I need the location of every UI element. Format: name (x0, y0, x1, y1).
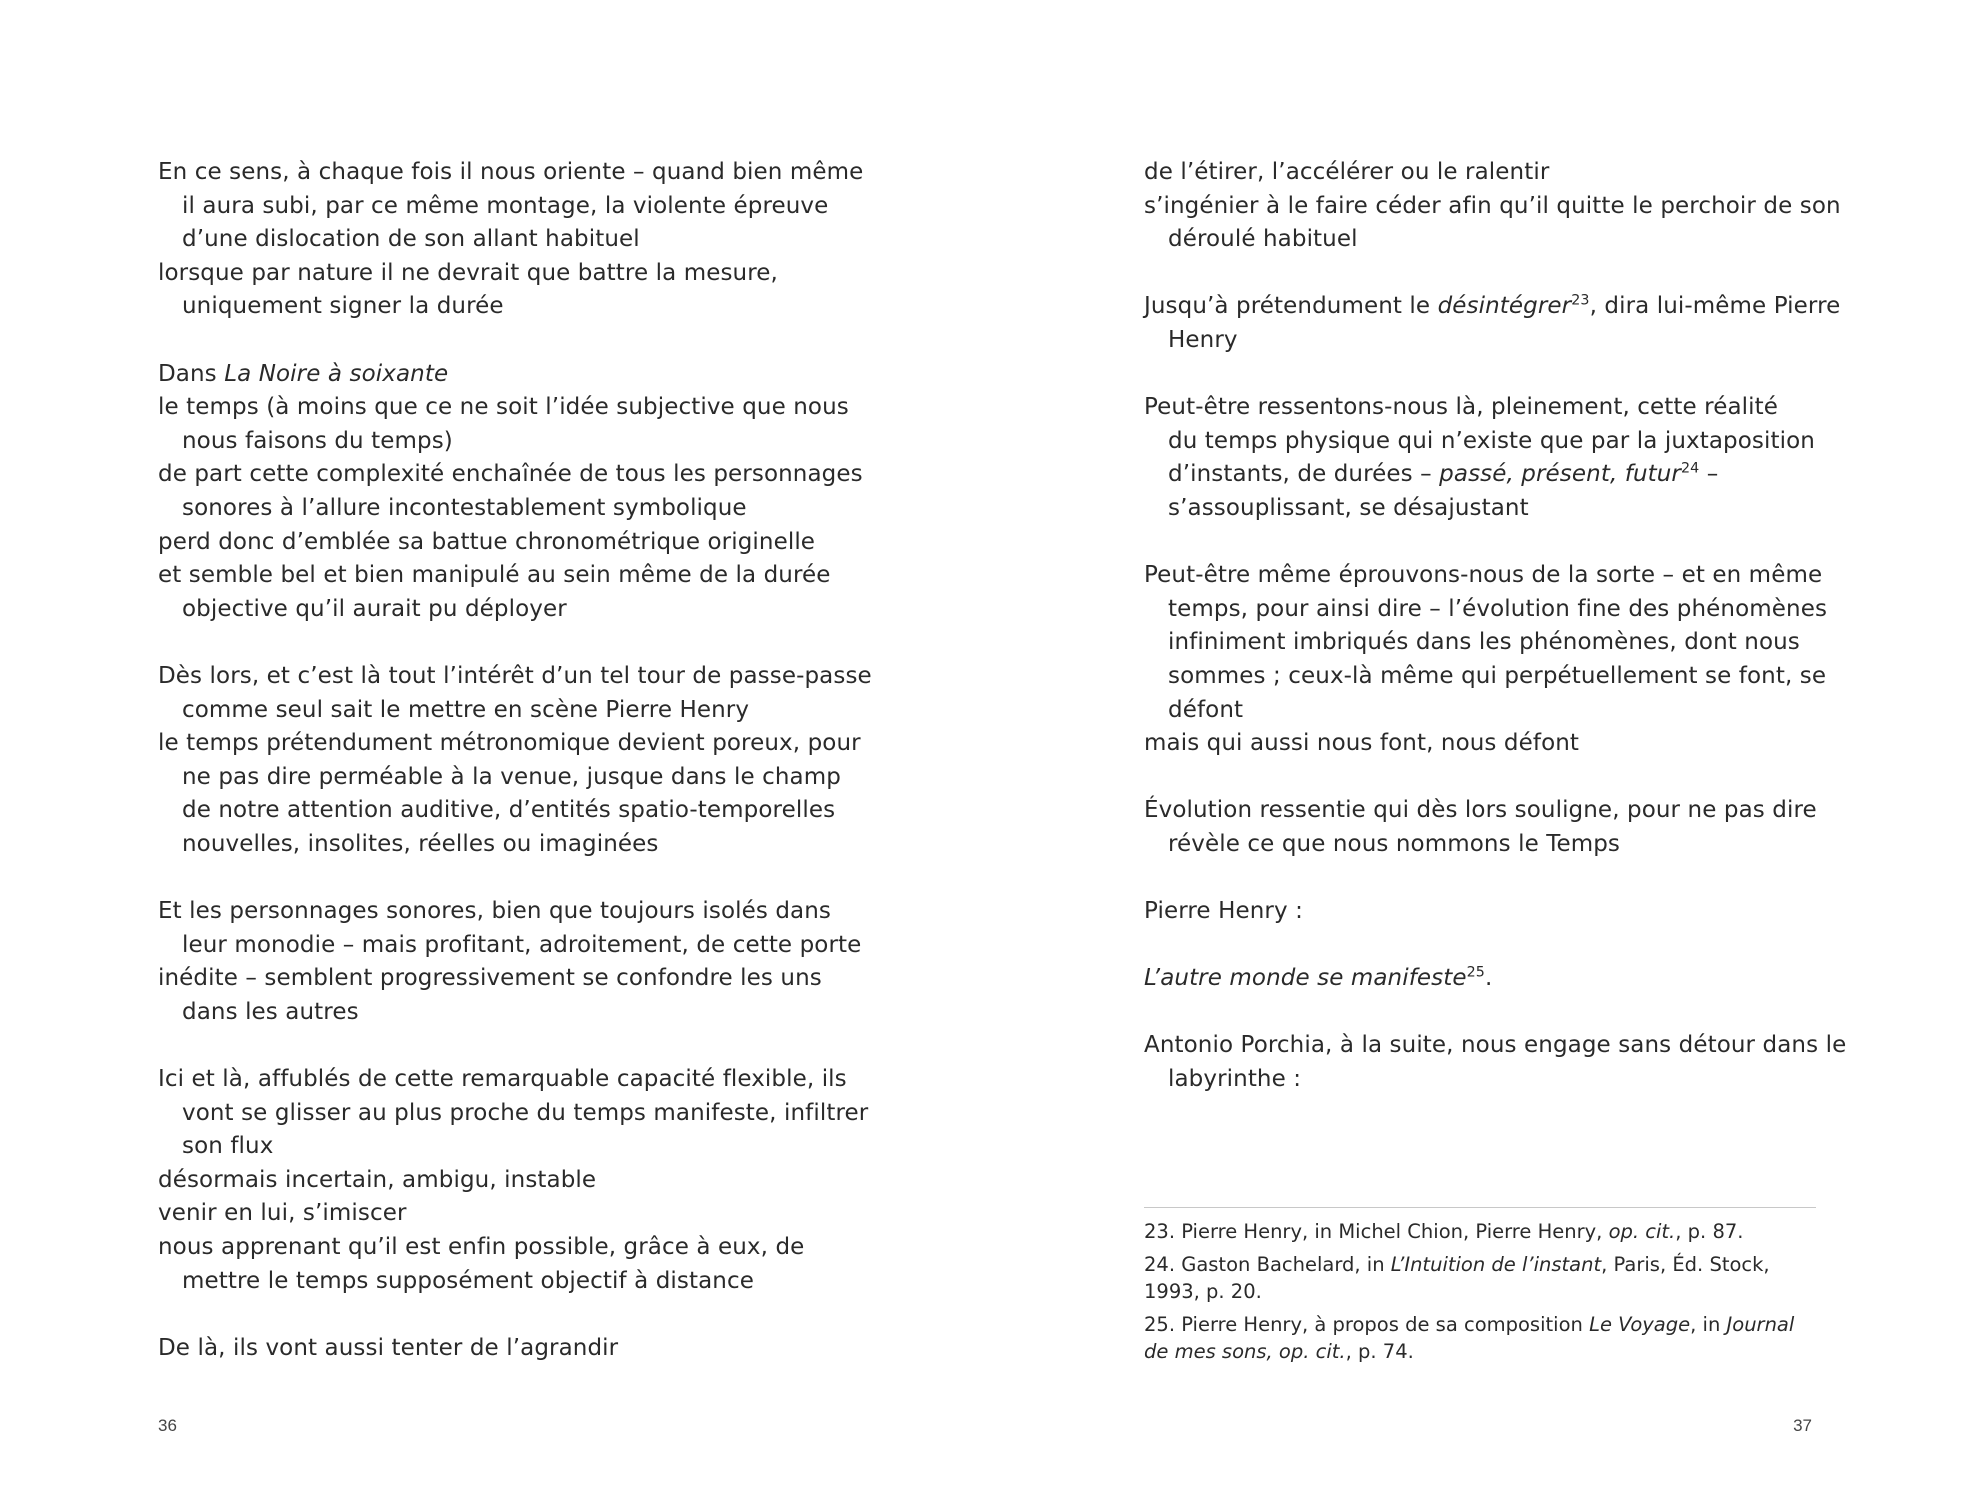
work-title: La Noire à soixante (224, 360, 449, 387)
footnote-text: , Paris, Éd. Stock, 1993, p. 20. (1144, 1253, 1770, 1303)
verse-line: Ici et là, affublés de cette remarquable capacité flexible, ils (158, 1066, 847, 1093)
verse-line: Évolution ressentie qui dès lors souligne, pour ne pas dire (1144, 797, 1817, 824)
left-page-text (158, 156, 872, 1365)
stanza (158, 1332, 858, 1366)
stanza (1144, 290, 1841, 357)
verse-line (1144, 290, 1841, 324)
stanza (158, 895, 862, 1029)
verse-line: il aura subi, par ce même montage, la violente épreuve (182, 192, 829, 219)
verse-text: d’instants, de durées – (1168, 461, 1440, 488)
footnote-ref: 23 (1571, 292, 1590, 309)
verse-line: révèle ce que nous nommons le Temps (1168, 830, 1621, 857)
verse-line: s’assouplissant, se désajustant (1168, 494, 1529, 521)
verse-line: labyrinthe : (1168, 1066, 1302, 1093)
verse-line: Henry (1168, 326, 1238, 353)
verse-text: Jusqu’à prétendument le (1144, 293, 1438, 320)
verse-line: objective qu’il aurait pu déployer (182, 595, 567, 622)
footnote-24 (1144, 1251, 1816, 1305)
footnote-italic: L’Intuition de l’instant (1390, 1253, 1602, 1276)
verse-line: dans les autres (182, 998, 359, 1025)
verse-line: défont (1168, 696, 1244, 723)
footnote-text: 23. Pierre Henry, in Michel Chion, Pierre Henry, (1144, 1220, 1609, 1243)
verse-line: nous apprenant qu’il est enfin possible, grâce à eux, de (158, 1234, 805, 1260)
stanza (1144, 156, 1841, 257)
footnote-ref: 25 (1466, 964, 1485, 981)
stanza (1144, 391, 1834, 525)
quotation: L’autre monde se manifeste (1144, 965, 1467, 992)
verse-line: Peut-être même éprouvons-nous de la sorte – et en même (1144, 562, 1823, 589)
verse-line: nouvelles, insolites, réelles ou imaginées (182, 830, 659, 857)
verse-line: mettre le temps supposément objectif à distance (182, 1267, 754, 1294)
verse-line: sommes ; ceux-là même qui perpétuellement se font, se (1168, 662, 1827, 689)
verse-line: infiniment imbriqués dans les phénomènes, dont nous (1168, 629, 1800, 656)
verse-line: comme seul sait le mettre en scène Pierre Henry (182, 696, 750, 723)
stanza (158, 358, 863, 627)
verse-line (158, 358, 858, 392)
verse-line: du temps physique qui n’existe que par la juxtaposition (1168, 427, 1815, 454)
verse-line: de part cette complexité enchaînée de tous les personnages (158, 461, 863, 488)
verse-line: lorsque par nature il ne devrait que battre la mesure, (158, 259, 778, 286)
verse-line: mais qui aussi nous font, nous défont (1144, 730, 1580, 757)
verse-line: De là, ils vont aussi tenter de l’agrandir (158, 1334, 619, 1361)
footnote-text: 24. Gaston Bachelard, in (1144, 1253, 1391, 1276)
verse-line: Peut-être ressentons-nous là, pleinement, cette réalité (1144, 394, 1779, 421)
footnote-ref: 24 (1681, 460, 1700, 477)
verse-line: Et les personnages sonores, bien que toujours isolés dans (158, 898, 832, 925)
footnote-italic: op. cit. (1608, 1220, 1676, 1243)
footnote-23 (1144, 1218, 1816, 1245)
right-page-text (1144, 156, 1847, 1097)
quoted-phrase: passé, présent, futur (1439, 461, 1681, 488)
verse-line: Dès lors, et c’est là tout l’intérêt d’un tel tour de passe-passe (158, 662, 872, 689)
footnote-italic: Journal de mes sons, op. cit. (1144, 1313, 1795, 1363)
verse-line: leur monodie – mais profitant, adroitement, de cette porte (182, 931, 862, 958)
verse-line: d’une dislocation de son allant habituel (182, 226, 640, 253)
verse-line: le temps prétendument métronomique devient poreux, pour (158, 730, 861, 757)
verse-line: vont se glisser au plus proche du temps manifeste, infiltrer (182, 1099, 869, 1126)
right-page (984, 0, 1968, 1496)
quoted-word: désintégrer (1437, 293, 1572, 320)
verse-line: venir en lui, s’imiscer (158, 1200, 407, 1227)
verse-line: En ce sens, à chaque fois il nous oriente – quand bien même (158, 159, 864, 185)
verse-line: son flux (182, 1133, 274, 1160)
page-number: 36 (158, 1416, 177, 1435)
stanza (1144, 559, 1834, 761)
verse-line: nous faisons du temps) (182, 427, 453, 454)
footnotes (1144, 1207, 1816, 1371)
stanza (1144, 1029, 1847, 1096)
verse-text: – (1699, 461, 1719, 488)
stanza (1144, 895, 1834, 929)
verse-line: le temps (à moins que ce ne soit l’idée subjective que nous (158, 394, 849, 421)
stanza (158, 1063, 869, 1298)
page-number: 37 (1793, 1416, 1812, 1435)
footnote-text: , p. 74. (1345, 1340, 1414, 1363)
verse-line: Antonio Porchia, à la suite, nous engage sans détour dans le (1144, 1032, 1847, 1059)
verse-line: s’ingénier à le faire céder afin qu’il quitte le perchoir de son (1144, 192, 1841, 219)
footnote-italic: Le Voyage (1589, 1313, 1691, 1336)
stanza (1144, 962, 1834, 996)
verse-line: de l’étirer, l’accélérer ou le ralentir (1144, 159, 1550, 185)
verse-line (1144, 962, 1834, 996)
verse-text: , dira lui-même Pierre (1589, 293, 1841, 320)
verse-line: et semble bel et bien manipulé au sein même de la durée (158, 562, 831, 589)
verse-line: Pierre Henry : (1144, 898, 1303, 925)
verse-text: Dans (158, 360, 225, 387)
verse-line: de notre attention auditive, d’entités spatio-temporelles (182, 797, 836, 824)
verse-line: désormais incertain, ambigu, instable (158, 1166, 597, 1193)
verse-line: ne pas dire perméable à la venue, jusque dans le champ (182, 763, 841, 790)
stanza (1144, 794, 1834, 861)
footnote-text: , p. 87. (1675, 1220, 1744, 1243)
stanza (158, 156, 864, 324)
verse-line: sonores à l’allure incontestablement symbolique (182, 494, 747, 521)
stanza (158, 660, 872, 862)
verse-line: perd donc d’emblée sa battue chronométrique originelle (158, 528, 816, 555)
footnote-text: 25. Pierre Henry, à propos de sa composition (1144, 1313, 1590, 1336)
verse-line: uniquement signer la durée (182, 293, 504, 320)
verse-line (1144, 458, 1834, 492)
footnote-text: , in (1690, 1313, 1727, 1336)
footnote-25 (1144, 1311, 1816, 1365)
verse-line: inédite – semblent progressivement se confondre les uns (158, 965, 822, 992)
verse-line: temps, pour ainsi dire – l’évolution fine des phénomènes (1168, 595, 1828, 622)
verse-text: . (1484, 965, 1493, 992)
verse-line: déroulé habituel (1168, 226, 1358, 253)
